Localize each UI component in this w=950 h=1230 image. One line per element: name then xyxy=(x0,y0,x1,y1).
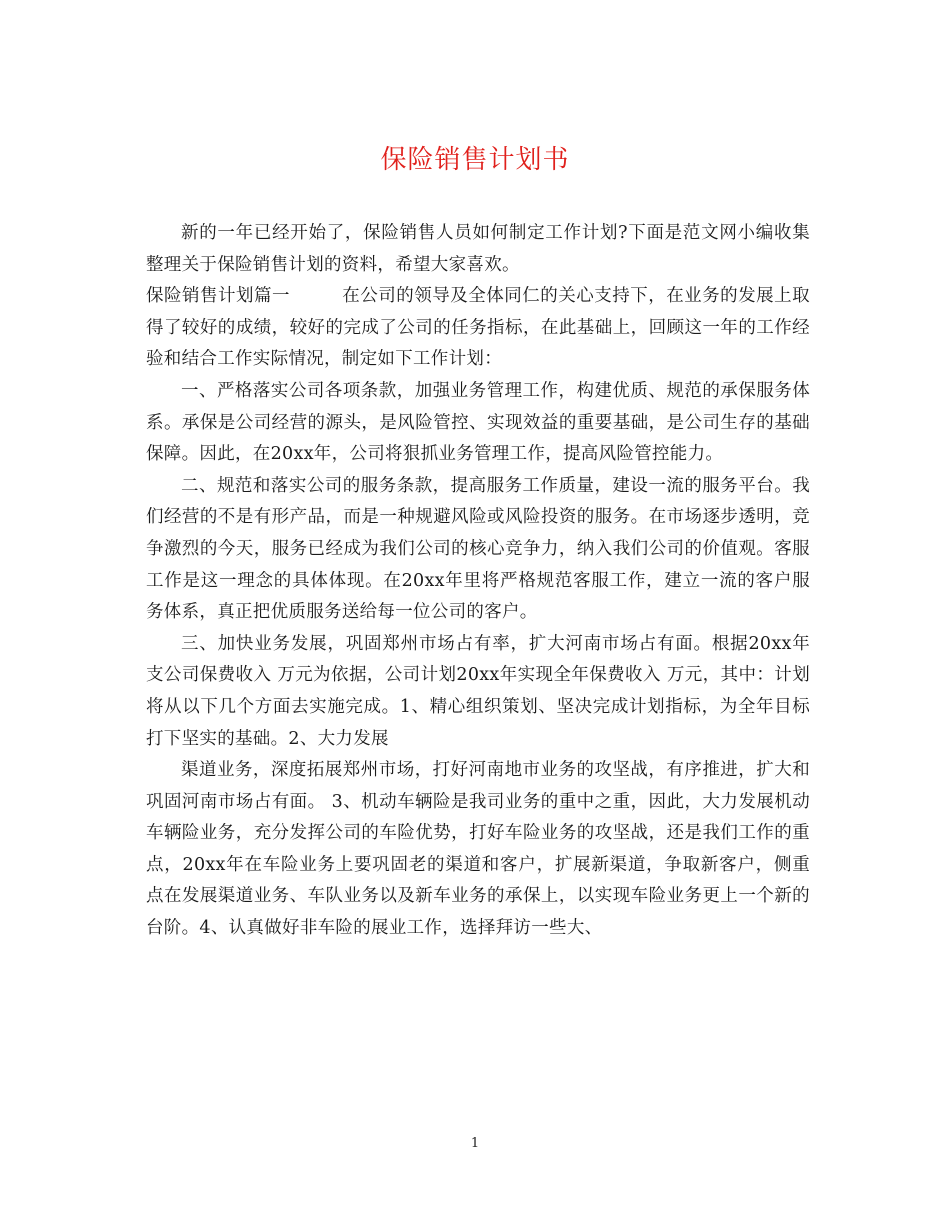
page-number: 1 xyxy=(470,1136,480,1151)
paragraph-2: 二、规范和落实公司的服务条款，提高服务工作质量，建设一流的服务平台。我们经营的不是有形产品，而是一种规避风险或风险投资的服务。在市场逐步透明，竞争激烈的今天，服务已经成为我们公司的核心竞争力，纳入我们公司的价值观。客服工作是这一理念的具体体现。在20xx年里将严格规范客服工作，建立一流的客户服务体系，真正把优质服务送给每一位公司的客户。 xyxy=(146,475,810,623)
section-paragraph xyxy=(146,281,810,376)
intro-paragraph: 新的一年已经开始了，保险销售人员如何制定工作计划?下面是范文网小编收集整理关于保险销售计划的资料，希望大家喜欢。 xyxy=(146,223,810,275)
paragraph-4: 渠道业务，深度拓展郑州市场，打好河南地市业务的攻坚战，有序推进，扩大和巩固河南市场占有面。 3、机动车辆险是我司业务的重中之重，因此，大力发展机动车辆险业务，充分发挥公司的车险优势，打好车险业务的攻坚战，还是我们工作的重点，20xx年在车险业务上要巩固老的渠道和客户，扩展新渠道，争取新客户，侧重点在发展渠道业务、车队业务以及新车业务的承保上，以实现车险业务更上一个新的台阶。4、认真做好非车险的展业工作，选择拜访一些大、 xyxy=(146,760,810,939)
document-body xyxy=(146,218,810,945)
paragraph-1: 一、严格落实公司各项条款，加强业务管理工作，构建优质、规范的承保服务体系。承保是公司经营的源头，是风险管控、实现效益的重要基础，是公司生存的基础保障。因此，在20xx年，公司将狠抓业务管理工作，提高风险管控能力。 xyxy=(146,380,810,465)
section-opening: 在公司的领导及全体同仁的关心支持下，在业务的发展上取得了较好的成绩，较好的完成了公司的任务指标，在此基础上，回顾这一年的工作经验和结合工作实际情况，制定如下工作计划： xyxy=(146,286,810,370)
document-title: 保险销售计划书 xyxy=(380,145,570,175)
paragraph-3: 三、加快业务发展，巩固郑州市场占有率，扩大河南市场占有面。根据20xx年支公司保费收入 万元为依据，公司计划20xx年实现全年保费收入 万元，其中：计划将从以下几个方面去实施完成。1、精心组织策划、坚决完成计划指标，为全年目标打下坚实的基础。2、大力发展 xyxy=(146,633,810,749)
section-heading: 保险销售计划篇一 xyxy=(146,286,290,307)
